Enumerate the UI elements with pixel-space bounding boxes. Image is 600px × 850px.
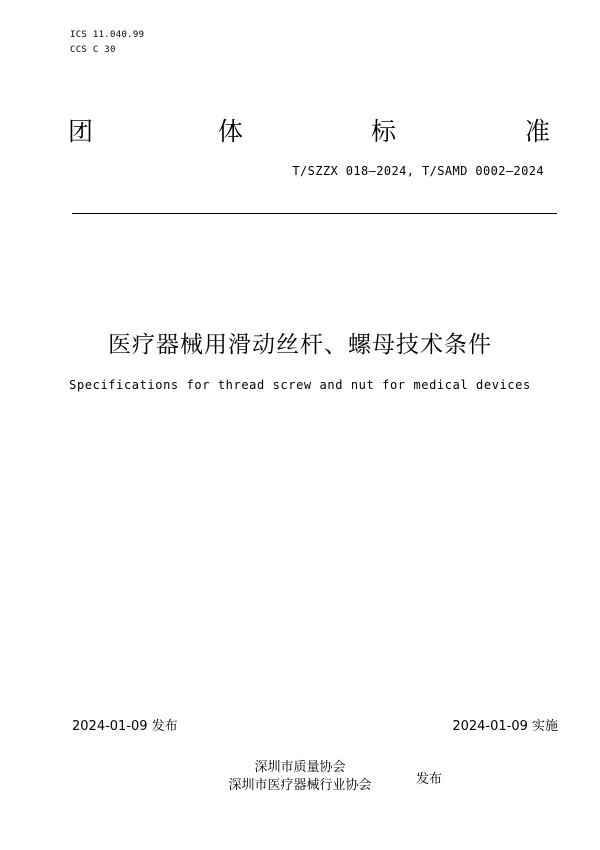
ics-code: ICS 11.040.99 xyxy=(70,30,145,40)
publisher-org-2: 深圳市医疗器械行业协会 xyxy=(228,778,372,793)
standard-type-char-3: 标 xyxy=(371,117,397,146)
document-title-chinese: 医疗器械用滑动丝杆、螺母技术条件 xyxy=(108,332,492,358)
document-title-english: Specifications for thread screw and nut for medical devices xyxy=(69,378,531,392)
publisher-org-1: 深圳市质量协会 xyxy=(254,760,346,775)
standard-type-char-1: 团 xyxy=(68,117,94,146)
standard-type-char-4: 准 xyxy=(525,117,551,146)
implementation-date: 2024-01-09 实施 xyxy=(452,719,558,734)
classification-codes xyxy=(70,28,144,58)
issue-date: 2024-01-09 发布 xyxy=(72,719,178,734)
publish-label: 发布 xyxy=(416,772,443,787)
ccs-code: CCS C 30 xyxy=(70,45,116,55)
standard-type-char-2: 体 xyxy=(218,117,244,146)
standard-number: T/SZZX 018—2024, T/SAMD 0002—2024 xyxy=(292,164,544,178)
header-divider xyxy=(72,213,557,214)
